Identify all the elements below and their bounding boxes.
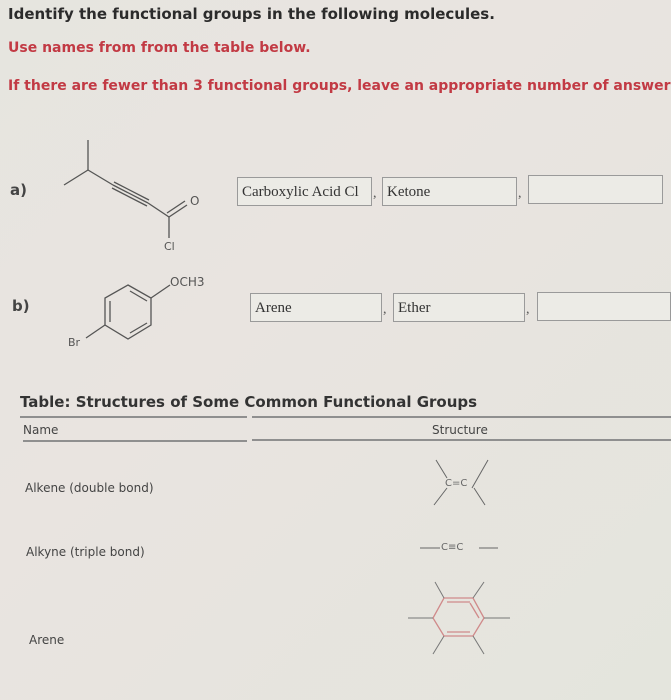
answer-b-1[interactable]: Arene bbox=[250, 293, 382, 322]
separator: , bbox=[518, 186, 522, 201]
separator: , bbox=[526, 302, 530, 317]
divider bbox=[252, 416, 671, 418]
instruction-fewer: If there are fewer than 3 functional groups, leave an appropriate number of answer bbox=[8, 78, 671, 94]
alkene-structure-label: C=C bbox=[445, 478, 468, 489]
separator: , bbox=[383, 302, 387, 317]
divider bbox=[20, 416, 247, 418]
alkyne-structure-label: C≡C bbox=[441, 542, 464, 553]
divider bbox=[23, 440, 247, 442]
separator: , bbox=[373, 186, 377, 201]
instruction-title: Identify the functional groups in the following molecules. bbox=[8, 5, 495, 23]
molecule-b-methoxy: OCH3 bbox=[170, 275, 205, 289]
question-b-label: b) bbox=[12, 297, 30, 315]
column-header-structure: Structure bbox=[432, 423, 488, 437]
answer-b-3[interactable] bbox=[537, 292, 671, 321]
table-title: Table: Structures of Some Common Functional Groups bbox=[20, 393, 478, 411]
table-row-arene-name: Arene bbox=[29, 633, 65, 647]
question-a-label: a) bbox=[10, 181, 27, 199]
divider bbox=[252, 439, 671, 441]
answer-a-1[interactable]: Carboxylic Acid Cl bbox=[237, 177, 372, 206]
table-row-alkyne-name: Alkyne (triple bond) bbox=[26, 545, 145, 559]
instruction-names: Use names from from the table below. bbox=[8, 40, 311, 56]
answer-a-2[interactable]: Ketone bbox=[382, 177, 517, 206]
molecule-a-oxygen: O bbox=[190, 194, 200, 208]
column-header-name: Name bbox=[23, 423, 59, 437]
molecule-a-chlorine: Cl bbox=[164, 240, 175, 253]
answer-b-2[interactable]: Ether bbox=[393, 293, 525, 322]
molecule-b-bromine: Br bbox=[68, 336, 81, 349]
answer-a-3[interactable] bbox=[528, 175, 663, 204]
table-row-alkene-name: Alkene (double bond) bbox=[25, 481, 154, 495]
